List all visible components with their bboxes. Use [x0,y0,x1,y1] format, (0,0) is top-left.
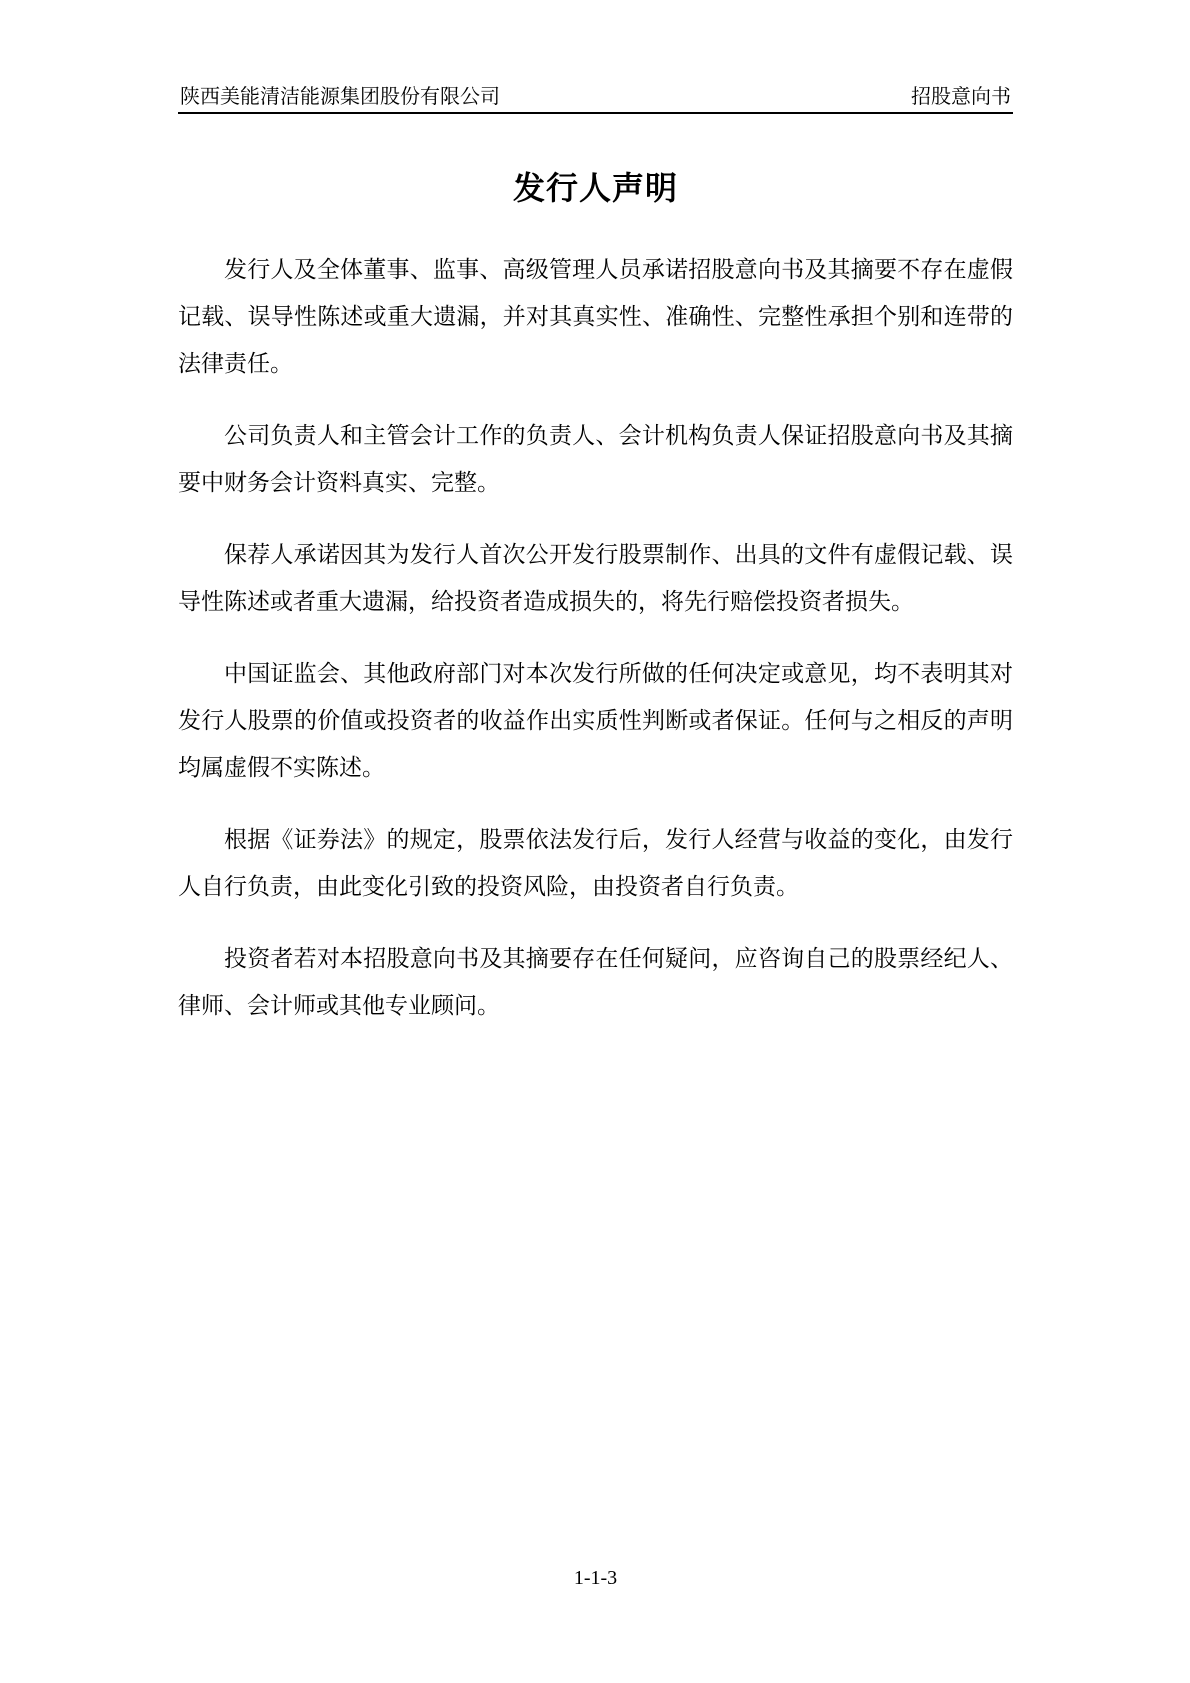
page-header [178,82,1013,114]
page-number: 1-1-3 [573,1567,618,1589]
paragraph-liability: 发行人及全体董事、监事、高级管理人员承诺招股意向书及其摘要不存在虚假记载、误导性陈述或重大遗漏，并对其真实性、准确性、完整性承担个别和连带的法律责任。 [178,257,1013,377]
header-company-name: 陕西美能清洁能源集团股份有限公司 [180,84,500,108]
paragraph-securities-law: 根据《证券法》的规定，股票依法发行后，发行人经营与收益的变化，由发行人自行负责，由此变化引致的投资风险，由投资者自行负责。 [178,827,1013,900]
paragraph-investor-advice: 投资者若对本招股意向书及其摘要存在任何疑问，应咨询自己的股票经纪人、律师、会计师或其他专业顾问。 [178,946,1013,1019]
header-document-type: 招股意向书 [911,84,1011,108]
paragraph-sponsor-compensation: 保荐人承诺因其为发行人首次公开发行股票制作、出具的文件有虚假记载、误导性陈述或者重大遗漏，给投资者造成损失的，将先行赔偿投资者损失。 [178,542,1013,615]
section-title: 发行人声明 [512,169,678,207]
statement-body [178,247,1013,1055]
paragraph-regulator-disclaimer: 中国证监会、其他政府部门对本次发行所做的任何决定或意见，均不表明其对发行人股票的价值或投资者的收益作出实质性判断或者保证。任何与之相反的声明均属虚假不实陈述。 [178,661,1013,781]
paragraph-financial-accuracy: 公司负责人和主管会计工作的负责人、会计机构负责人保证招股意向书及其摘要中财务会计资料真实、完整。 [178,423,1013,496]
